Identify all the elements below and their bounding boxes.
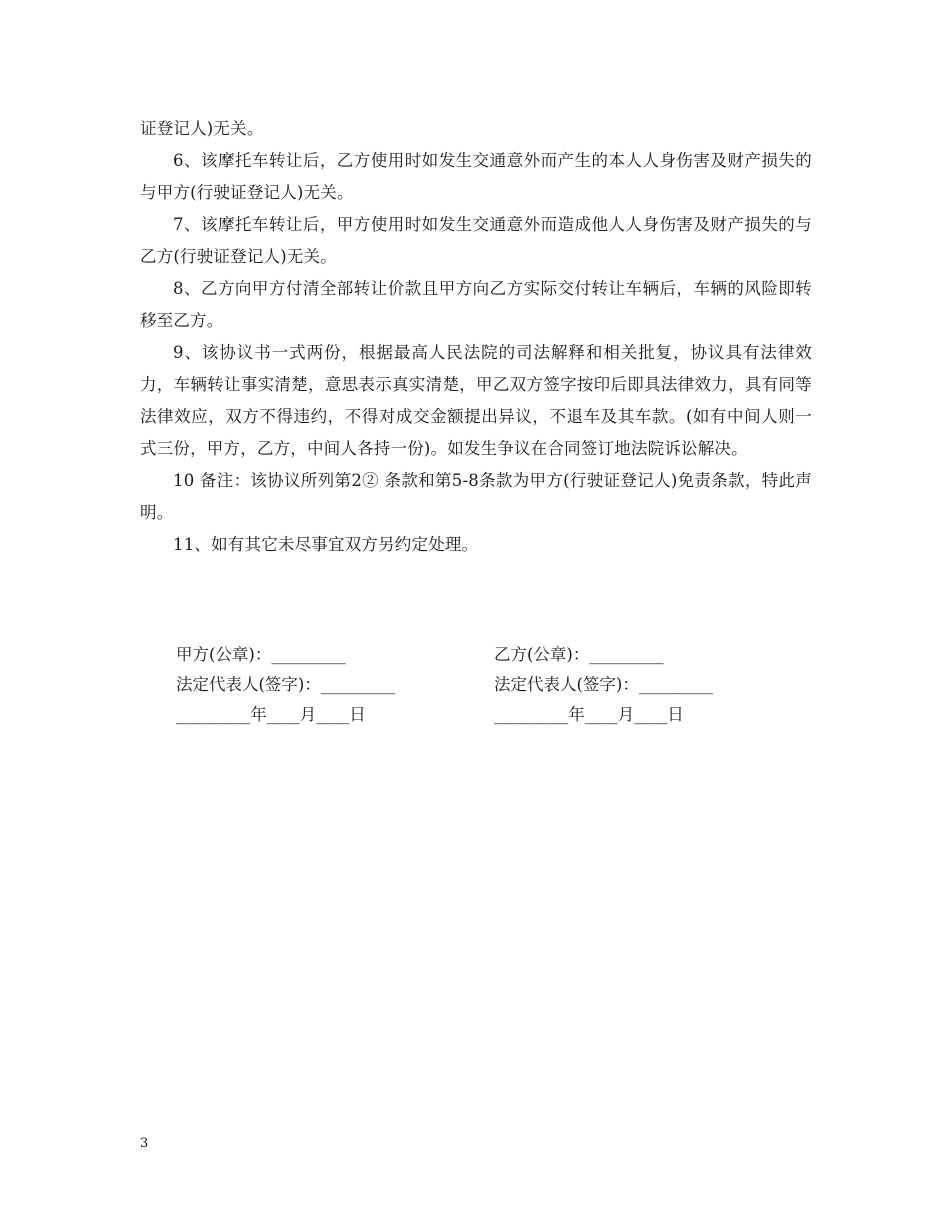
contract-body xyxy=(140,113,812,561)
signature-block xyxy=(176,640,812,730)
date-row xyxy=(176,700,812,730)
clause-8: 8、乙方向甲方付清全部转让价款且甲方向乙方实际交付转让车辆后，车辆的风险即转移至乙方。 xyxy=(140,279,812,330)
clause-7: 7、该摩托车转让后，甲方使用时如发生交通意外而造成他人人身伤害及财产损失的与乙方(行驶证登记人)无关。 xyxy=(140,215,812,266)
clause-11: 11、如有其它未尽事宜双方另约定处理。 xyxy=(173,535,479,554)
party-b-date-line: _________年____月____日 xyxy=(494,705,684,724)
seal-row xyxy=(176,640,812,670)
party-b-seal-line: 乙方(公章)：_________ xyxy=(494,645,664,664)
representative-row xyxy=(176,670,812,700)
page-number: 3 xyxy=(140,1136,149,1151)
party-a-seal-line: 甲方(公章)：_________ xyxy=(176,645,346,664)
clause-9: 9、该协议书一式两份，根据最高人民法院的司法解释和相关批复，协议具有法律效力，车辆转让事实清楚，意思表示真实清楚，甲乙双方签字按印后即具法律效力，具有同等法律效应，双方不得违约，不得对成交金额提出异议，不退车及其车款。(如有中间人则一式三份，甲方，乙方，中间人各持一份)。如发生争议在合同签订地法院诉讼解决。 xyxy=(140,343,812,458)
party-a-date-line: _________年____月____日 xyxy=(176,705,366,724)
paragraph-continuation: 证登记人)无关。 xyxy=(140,119,264,138)
party-b-representative-line: 法定代表人(签字)：_________ xyxy=(494,675,714,694)
clause-10-note: 10 备注：该协议所列第2② 条款和第5-8条款为甲方(行驶证登记人)免责条款，特此声明。 xyxy=(140,471,812,522)
clause-6: 6、该摩托车转让后，乙方使用时如发生交通意外而产生的本人人身伤害及财产损失的与甲方(行驶证登记人)无关。 xyxy=(140,151,812,202)
party-a-representative-line: 法定代表人(签字)：_________ xyxy=(176,675,396,694)
